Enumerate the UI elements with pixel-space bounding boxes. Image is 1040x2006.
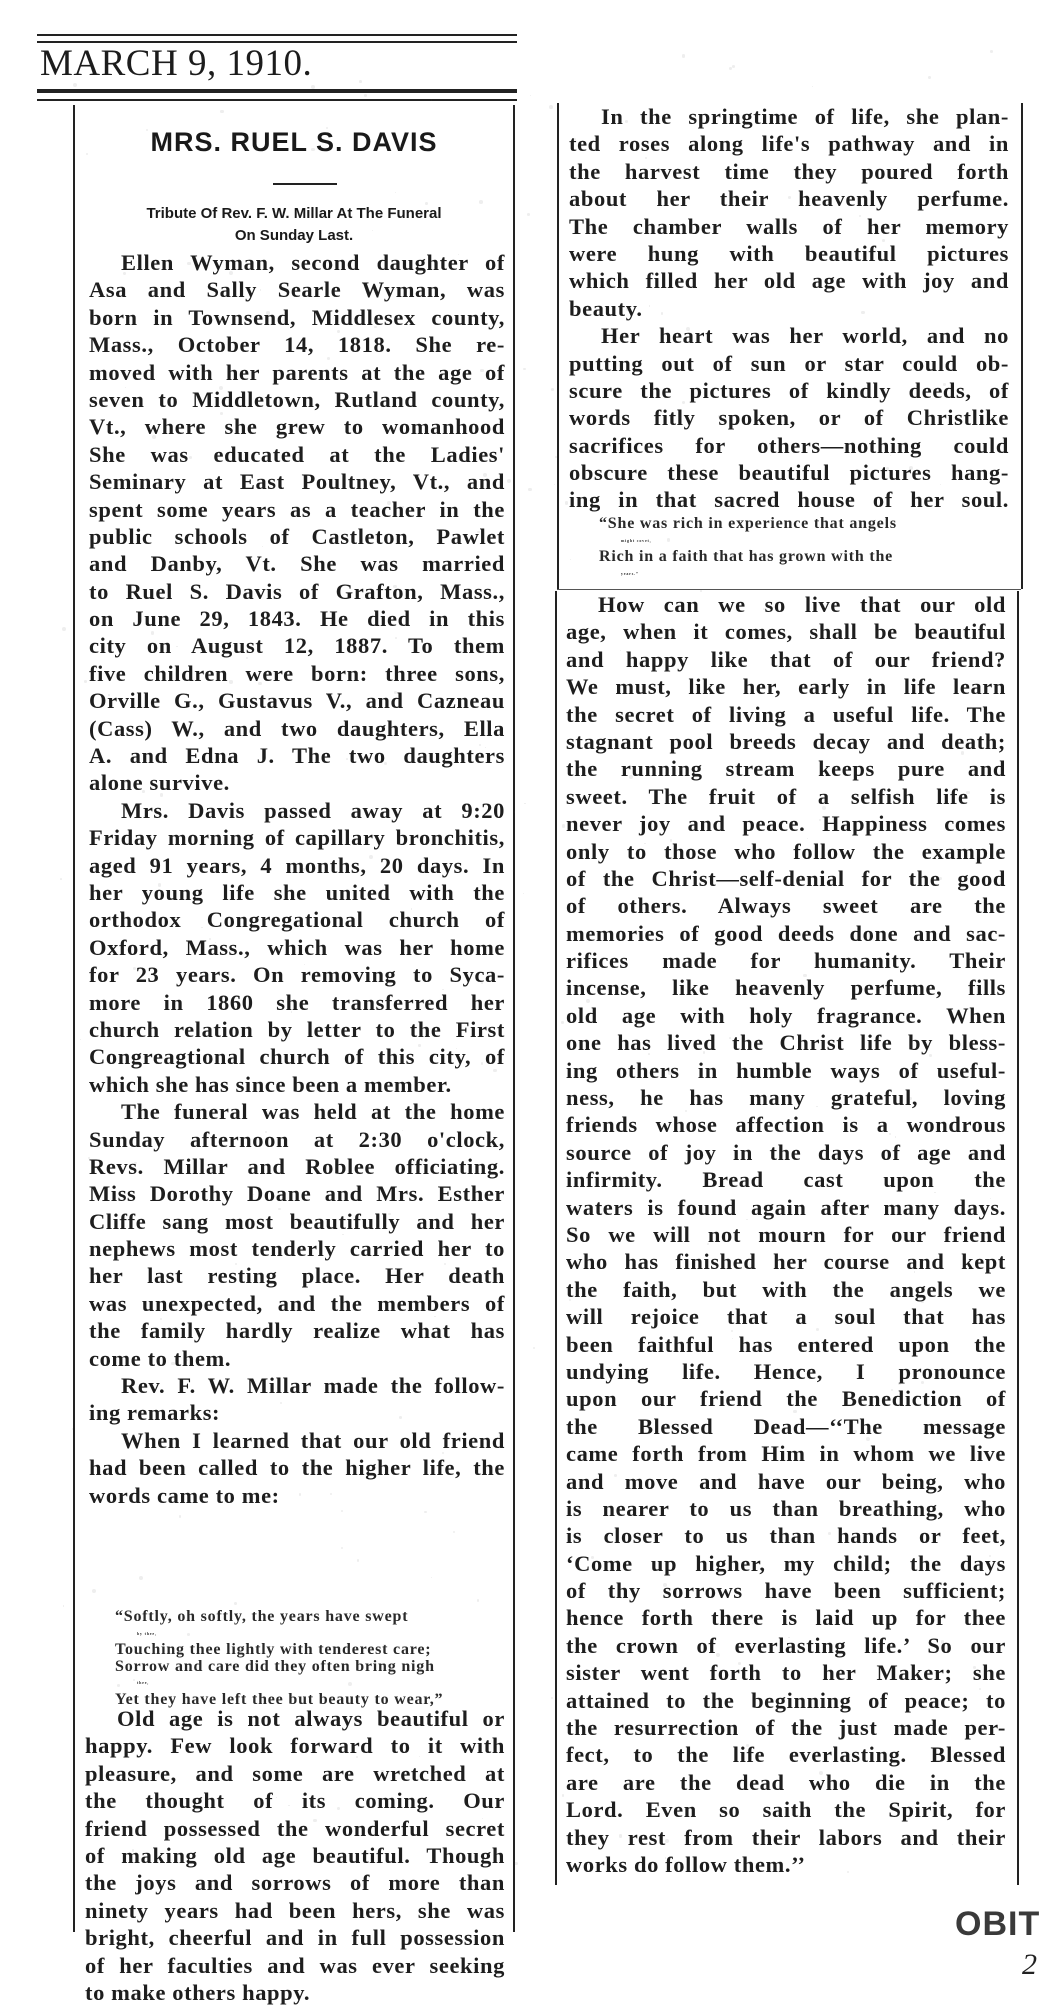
dateline: MARCH 9, 1910. [40, 43, 313, 84]
newsprint-speck [158, 883, 161, 886]
newsprint-speck [369, 855, 373, 859]
newsprint-speck [381, 1770, 384, 1773]
newsprint-speck [132, 1849, 134, 1851]
newsprint-speck [686, 327, 690, 331]
newsprint-speck [458, 458, 460, 460]
text-line: Seminary at East Poultney, Vt., and [89, 469, 505, 495]
newsprint-speck [549, 105, 553, 109]
text-line: obscure these beautiful pictures hang- [569, 460, 1009, 486]
text-line: A. and Edna J. The two daughters [89, 743, 505, 769]
newsprint-speck [528, 488, 531, 491]
text-line: upon our friend the Benediction of [566, 1386, 1006, 1412]
newsprint-speck [973, 1666, 976, 1669]
poem-line: “Softly, oh softly, the years have swept [115, 1608, 409, 1625]
text-line: came forth from Him in whom we live [566, 1441, 1006, 1467]
newsprint-speck [424, 1511, 426, 1513]
newsprint-speck [746, 1744, 749, 1747]
newsprint-speck [619, 1834, 622, 1837]
text-line: are are the dead who die in the [566, 1769, 1006, 1795]
text-line: will rejoice that a soul that has [566, 1304, 1006, 1330]
text-line: ninety years had been hers, she was [85, 1897, 505, 1923]
newsprint-speck [812, 86, 813, 87]
newsprint-speck [514, 811, 515, 812]
newsprint-speck [514, 1862, 518, 1866]
text-line: Rev. F. W. Millar made the follow- [121, 1373, 505, 1399]
newsprint-speck [682, 401, 685, 404]
newsprint-speck [909, 1097, 911, 1099]
newsprint-speck [62, 627, 66, 631]
newsprint-speck [60, 878, 62, 880]
text-line: city on August 12, 1887. To them [89, 633, 505, 659]
text-line: Friday morning of capillary bronchitis, [89, 825, 505, 851]
text-line: Old age is not always beautiful or [117, 1706, 505, 1731]
text-line: We must, like her, early in life learn [566, 674, 1006, 700]
text-line: ing others in humble ways of useful- [566, 1057, 1006, 1083]
newsprint-speck [819, 1771, 823, 1775]
text-line: the secret of living a useful life. The [566, 701, 1006, 727]
text-line: the Blessed Dead—‘‘The message [566, 1413, 1006, 1439]
newsprint-speck [898, 1383, 900, 1385]
text-line: come to them. [89, 1345, 232, 1371]
newsprint-speck [479, 200, 483, 204]
newsprint-speck [418, 1044, 420, 1046]
text-line: alone survive. [89, 770, 230, 796]
text-line: only to those who follow the example [566, 838, 1006, 864]
newsprint-speck [589, 1095, 591, 1097]
poem-line: Touching thee lightly with tenderest care; [115, 1641, 432, 1658]
text-line: were hung with beautiful pictures [569, 240, 1009, 266]
text-line: attained to the beginning of peace; to [566, 1687, 1006, 1713]
newsprint-speck [220, 110, 223, 113]
text-line: In the springtime of life, she plan- [601, 104, 1009, 129]
text-line: to Ruel S. Davis of Grafton, Mass., [89, 578, 505, 604]
text-line: friend possessed the wonderful secret [85, 1815, 505, 1841]
poem-line: years.” [621, 570, 639, 576]
text-line: is nearer to us than breathing, who [566, 1495, 1006, 1521]
newsprint-speck [1002, 253, 1005, 256]
newsprint-speck [402, 1130, 403, 1131]
text-line: source of joy in the days of age and [566, 1139, 1006, 1165]
newsprint-speck [816, 1106, 818, 1108]
newsprint-speck [479, 744, 481, 746]
newsprint-speck [402, 506, 403, 507]
newsprint-speck [523, 893, 524, 894]
text-line: Miss Dorothy Doane and Mrs. Esther [89, 1181, 505, 1207]
newsprint-speck [294, 732, 296, 734]
newsprint-speck [218, 316, 220, 318]
text-line: ing in that sacred house of her soul. [569, 487, 1009, 513]
masthead-bottom-rule-2 [37, 99, 517, 101]
text-line: So we will not mourn for our friend [566, 1221, 1006, 1247]
newsprint-speck [313, 1819, 316, 1822]
text-line: Ellen Wyman, second daughter of [121, 250, 505, 275]
text-line: been faithful has entered upon the [566, 1331, 1006, 1357]
text-line: words came to me: [89, 1482, 280, 1508]
text-line: public schools of Castleton, Pawlet [89, 523, 505, 549]
newsprint-speck [364, 94, 367, 97]
newsprint-speck [562, 1794, 565, 1797]
text-line: (Cass) W., and two daughters, Ella [89, 715, 505, 741]
newsprint-speck [374, 326, 377, 329]
text-line: the resurrection of the just made per- [566, 1715, 1006, 1741]
text-line: putting out of sun or star could ob- [569, 350, 1009, 376]
text-line: the family hardly realize what has [89, 1318, 505, 1344]
newsprint-speck [393, 585, 396, 588]
text-line: to make others happy. [85, 1979, 311, 2005]
text-line: How can we so live that our old [598, 592, 1006, 617]
newsprint-speck [179, 1515, 181, 1517]
newsprint-speck [909, 466, 913, 470]
headline: MRS. RUEL S. DAVIS [150, 127, 438, 157]
text-line: was unexpected, and the members of [89, 1290, 505, 1316]
newsprint-speck [123, 780, 126, 783]
text-line: hence forth there is laid up for thee [566, 1605, 1006, 1631]
subhead-line: Tribute Of Rev. F. W. Millar At The Funeral [146, 205, 442, 222]
newsprint-speck [134, 1162, 137, 1165]
newsprint-speck [387, 501, 391, 505]
text-line: Sunday afternoon at 2:30 o'clock, [89, 1126, 505, 1152]
newsprint-speck [442, 989, 444, 991]
text-line: beauty. [569, 295, 643, 321]
text-line: ‘Come up higher, my child; the days [566, 1550, 1006, 1576]
newsprint-speck [160, 793, 164, 797]
text-line: friends whose affection is a wondrous [566, 1112, 1006, 1138]
newsprint-speck [388, 1213, 391, 1216]
newsprint-speck [372, 230, 373, 231]
newsprint-speck [763, 608, 765, 610]
newsprint-speck [483, 473, 487, 477]
newsprint-speck [639, 661, 643, 665]
newsprint-speck [63, 1605, 65, 1607]
text-line: sister went forth to her Maker; she [566, 1660, 1006, 1686]
newsprint-speck [530, 95, 531, 96]
text-line: bright, cheerful and in full possession [85, 1925, 505, 1951]
text-line: Oxford, Mass., which was her home [89, 934, 505, 960]
poem-line: Yet they have left thee but beauty to wear,” [115, 1690, 444, 1708]
newsprint-speck [729, 67, 732, 70]
newsprint-speck [266, 311, 270, 315]
text-line: the crown of everlasting life.’ So our [566, 1632, 1006, 1658]
text-line: When I learned that our old friend [121, 1427, 505, 1453]
text-line: which she has since been a member. [89, 1071, 452, 1097]
newsprint-speck [234, 588, 235, 589]
text-line: the joys and sorrows of more than [85, 1870, 505, 1896]
newsprint-speck [127, 340, 129, 342]
newsprint-speck [73, 83, 77, 87]
text-line: seven to Middletown, Rutland county, [89, 386, 505, 412]
newsprint-speck [732, 65, 735, 68]
newsprint-speck [961, 751, 965, 755]
text-line: and move and have our being, who [566, 1468, 1006, 1494]
text-line: Revs. Millar and Roblee officiating. [89, 1153, 505, 1179]
text-line: The funeral was held at the home [121, 1099, 505, 1125]
text-line: stagnant pool breeds decay and death; [566, 728, 1006, 754]
newsprint-speck [152, 435, 156, 439]
newsprint-speck [645, 157, 647, 159]
text-line: infirmity. Bread cast upon the [566, 1167, 1006, 1193]
text-line: is closer to us than hands or feet, [566, 1523, 1006, 1549]
newsprint-speck [383, 1644, 386, 1647]
text-line: Lord. Even so saith the Spirit, for [566, 1797, 1006, 1823]
newsprint-speck [591, 1556, 594, 1559]
body-text-right-b [566, 591, 1006, 1878]
text-line: Congreagtional church of this city, of [89, 1044, 505, 1070]
text-line: fect, to the life everlasting. Blessed [566, 1742, 1006, 1768]
newsprint-speck [586, 999, 590, 1003]
poem-line: Sorrow and care did they often bring nigh [115, 1657, 435, 1675]
text-line: never joy and peace. Happiness comes [566, 811, 1006, 837]
newsprint-speck [551, 388, 554, 391]
text-line: Mrs. Davis passed away at 9:20 [121, 797, 505, 823]
text-line: Asa and Sally Searle Wyman, was [89, 277, 505, 303]
text-line: who has finished her course and kept [566, 1249, 1006, 1275]
newsprint-speck [84, 680, 87, 683]
newsprint-speck [431, 1577, 432, 1578]
newsprint-speck [938, 877, 941, 880]
newsprint-speck [573, 138, 576, 141]
poem-line: might covet, [621, 537, 652, 543]
newsprint-speck [200, 652, 201, 653]
newsprint-speck [299, 1493, 301, 1495]
newsprint-speck [395, 637, 397, 639]
newsprint-speck [861, 311, 864, 314]
newsprint-speck [146, 129, 148, 131]
newsprint-speck [262, 546, 263, 547]
newsprint-speck [139, 1576, 143, 1580]
newsprint-speck [337, 330, 340, 333]
column-divider-rule [557, 589, 1021, 590]
text-line: of the Christ—self-denial for the good [566, 865, 1006, 891]
newsprint-speck [327, 357, 330, 360]
text-line: Cliffe sang most beautifully and her [89, 1208, 505, 1234]
newsprint-speck [337, 1807, 339, 1809]
subhead-line: On Sunday Last. [234, 227, 354, 244]
obit-stamp: OBIT [955, 1905, 1040, 1943]
newsprint-speck [367, 705, 368, 706]
newsprint-speck [524, 803, 526, 805]
newsprint-speck [86, 153, 88, 155]
newsprint-speck [990, 1198, 991, 1199]
newsprint-speck [216, 42, 217, 43]
text-line: five children were born: three sons, [89, 660, 505, 686]
text-line: sweet. The fruit of a selfish life is [566, 783, 1006, 809]
poem-line: Rich in a faith that has grown with the [599, 548, 894, 565]
poem-line: “She was rich in experience that angels [599, 515, 897, 532]
text-line: on June 29, 1843. He died in this [89, 606, 505, 632]
text-line: her last resting place. Her death [89, 1263, 505, 1289]
newsprint-speck [458, 1064, 460, 1066]
handwritten-page-number: 2 [1022, 1948, 1037, 1981]
newsprint-speck [882, 239, 884, 241]
newsprint-speck [551, 1697, 553, 1699]
newsprint-speck [123, 272, 125, 274]
text-line: which filled her old age with joy and [569, 268, 1009, 294]
newsprint-speck [425, 202, 428, 205]
newsprint-speck [234, 1602, 237, 1605]
newsprint-speck [342, 1234, 343, 1235]
text-line: She was educated at the Ladies' [89, 441, 505, 467]
newsprint-speck [793, 1410, 796, 1413]
newsprint-speck [990, 50, 993, 53]
text-line: sacrifices for others—nothing could [569, 432, 1009, 458]
text-line: Vt., where she grew to womanhood [89, 414, 505, 440]
text-line: happy. Few look forward to it with [85, 1733, 505, 1759]
right-column-top [557, 103, 1023, 589]
newsprint-speck [889, 1133, 891, 1135]
text-line: for 23 years. On removing to Syca- [89, 962, 505, 988]
newsprint-speck [682, 54, 686, 58]
newsprint-speck [359, 80, 362, 83]
newsprint-speck [507, 479, 511, 483]
newsprint-speck [554, 484, 555, 485]
newsprint-speck [456, 1048, 457, 1049]
newsprint-speck [311, 85, 315, 89]
text-line: the running stream keeps pure and [566, 756, 1006, 782]
text-line: Her heart was her world, and no [601, 323, 1009, 349]
text-line: words fitly spoken, or of Christlike [569, 405, 1009, 431]
newsprint-speck [703, 1051, 706, 1054]
text-line: scure the pictures of kindly deeds, of [569, 377, 1009, 403]
newsprint-speck [357, 1559, 359, 1561]
newsprint-speck [172, 373, 173, 374]
newsprint-speck [229, 680, 232, 683]
newsprint-speck [160, 1318, 162, 1320]
text-line: Orville G., Gustavus V., and Cazneau [89, 688, 505, 714]
text-line: moved with her parents at the age of [89, 359, 505, 385]
newsprint-speck [229, 271, 233, 275]
text-line: ing remarks: [89, 1400, 221, 1426]
text-line: age, when it comes, shall be beautiful [566, 619, 1006, 645]
newsprint-speck [866, 1437, 870, 1441]
text-line: the thought of its coming. Our [85, 1788, 505, 1814]
newsprint-speck [626, 307, 630, 311]
text-line: born in Townsend, Middlesex county, [89, 304, 505, 330]
text-line: of thy sorrows have been sufficient; [566, 1578, 1006, 1604]
left-column [73, 105, 515, 2005]
masthead-top-rule [37, 34, 517, 36]
newsprint-speck [151, 631, 154, 634]
text-line: nephews most tenderly carried her to [89, 1236, 505, 1262]
newsprint-speck [92, 1589, 96, 1593]
poem-right [599, 516, 1009, 582]
newsprint-speck [803, 974, 806, 977]
text-line: of making old age beautiful. Though [85, 1842, 505, 1868]
right-column-bottom [555, 591, 1019, 1885]
newsprint-speck [718, 415, 721, 418]
newsprint-speck [766, 285, 768, 287]
headline-divider [273, 183, 337, 185]
newsprint-speck [680, 768, 683, 771]
text-line: works do follow them.’’ [566, 1851, 806, 1877]
newsprint-speck [698, 334, 700, 336]
newsprint-speck [302, 868, 305, 871]
newsprint-speck [527, 213, 530, 216]
newsprint-speck [412, 596, 415, 599]
text-line: rifices made for humanity. Their [566, 948, 1006, 974]
newsprint-speck [356, 1756, 358, 1758]
poem-left [115, 1609, 505, 1708]
text-line: ted roses along life's pathway and in [569, 131, 1009, 157]
text-line: Mass., October 14, 1818. She re- [89, 332, 505, 358]
newsprint-speck [928, 76, 931, 79]
text-line: one has lived the Christ life by bless- [566, 1030, 1006, 1056]
text-line: spent some years as a teacher in the [89, 496, 505, 522]
text-line: and Danby, Vt. She was married [89, 551, 505, 577]
text-line: waters is found again after many days. [566, 1194, 1006, 1220]
text-line: The chamber walls of her memory [569, 213, 1009, 239]
newsprint-speck [788, 196, 791, 199]
newsprint-speck [920, 1836, 923, 1839]
newsprint-speck [700, 590, 702, 592]
text-line: ness, he has many grateful, loving [566, 1085, 1006, 1111]
text-line: more in 1860 she transferred her [89, 989, 505, 1015]
text-line: and happy like that of our friend? [566, 646, 1006, 672]
text-line: of others. Always sweet are the [566, 893, 1006, 919]
text-line: church relation by letter to the First [89, 1016, 505, 1042]
newsprint-speck [561, 1021, 564, 1024]
text-line: old age with holy fragrance. When [566, 1002, 1006, 1028]
text-line: had been called to the higher life, the [89, 1455, 505, 1481]
text-line: about her their heavenly perfume. [569, 186, 1009, 212]
newsprint-speck [649, 225, 650, 226]
newsprint-speck [523, 368, 526, 371]
text-line: pleasure, and some are wretched at [85, 1760, 505, 1786]
text-line: undying life. Hence, I pronounce [566, 1358, 1006, 1384]
newsprint-speck [807, 838, 808, 839]
text-line: her young life she united with the [89, 879, 505, 905]
text-line: the harvest time they poured forth [569, 158, 1009, 184]
newsprint-speck [667, 538, 670, 541]
newsprint-speck [966, 791, 970, 795]
newsprint-speck [304, 964, 305, 965]
newsprint-speck [668, 1071, 671, 1074]
newsprint-speck [88, 1157, 90, 1159]
body-text-left-b [85, 1705, 505, 2006]
body-text-right-a [569, 103, 1009, 514]
newsprint-speck [853, 1430, 856, 1433]
text-line: orthodox Congregational church of [89, 907, 505, 933]
poem-line: by thee, [137, 1630, 157, 1636]
newsprint-speck [895, 1136, 896, 1137]
newsprint-speck [145, 1882, 147, 1884]
newsprint-speck [326, 127, 328, 129]
newsprint-speck [411, 908, 412, 909]
text-line: memories of good deeds done and sac- [566, 920, 1006, 946]
poem-line: thee, [137, 1680, 150, 1685]
text-line: incense, like heavenly perfume, fills [566, 975, 1006, 1001]
newsprint-speck [117, 1684, 120, 1687]
newsprint-speck [444, 1263, 446, 1265]
text-line: of her faculties and was ever seeking [85, 1952, 505, 1978]
text-line: aged 91 years, 4 months, 20 days. In [89, 852, 505, 878]
newsprint-speck [533, 1347, 535, 1349]
newsprint-speck [989, 1555, 991, 1557]
newsprint-speck [481, 982, 483, 984]
text-line: the faith, but with the angels we [566, 1276, 1006, 1302]
text-line: they rest from their labors and their [566, 1824, 1006, 1850]
masthead-bottom-rule [37, 89, 517, 93]
